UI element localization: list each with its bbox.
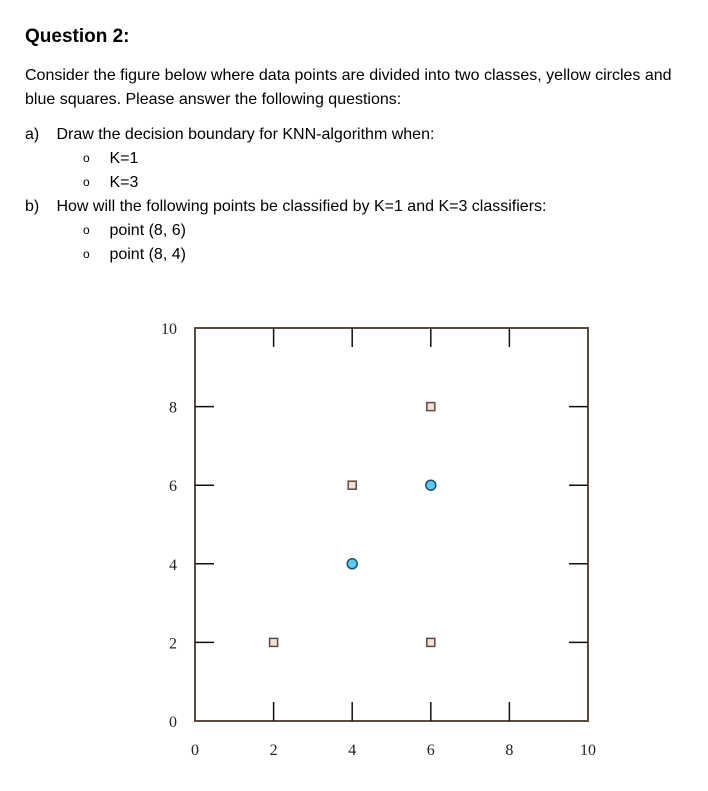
x-tick-label: 0: [191, 742, 199, 759]
item-text: point (8, 4): [109, 246, 186, 263]
y-tick-label: 6: [169, 478, 177, 496]
x-tick-label: 4: [348, 742, 357, 759]
item-text: K=3: [109, 174, 139, 191]
x-tick-label: 6: [426, 742, 435, 759]
y-tick-label: 2: [169, 635, 177, 653]
plot-frame-rect: [195, 328, 588, 721]
y-tick-label: 10: [161, 321, 177, 338]
question-title: Question 2:: [25, 26, 130, 47]
axis-tick-labels: [161, 321, 596, 759]
question-b-text: How will the following points be classified by K=1 and K=3 classifiers:: [56, 198, 547, 215]
axis-ticks: [195, 328, 588, 721]
bullet-icon: o: [83, 223, 90, 237]
y-tick-label: 0: [169, 714, 177, 731]
item-text: K=1: [109, 150, 139, 167]
data-points: [270, 403, 436, 647]
question-intro: Consider the figure below where data points are divided into two classes, yellow circles and blue squares. Please answer the following questions:: [25, 67, 672, 108]
item-text: point (8, 6): [109, 222, 186, 239]
square-point: [270, 638, 278, 646]
bullet-icon: o: [83, 175, 90, 189]
y-tick-label: 8: [169, 399, 177, 417]
bullet-icon: o: [83, 247, 90, 261]
bullet-icon: o: [83, 151, 90, 165]
circle-point: [426, 480, 436, 490]
square-point: [427, 638, 435, 646]
question-a-label: a): [25, 126, 40, 143]
circle-point: [347, 559, 357, 569]
y-tick-label: 4: [169, 556, 177, 574]
square-point: [348, 481, 356, 489]
plot-frame: [195, 328, 588, 721]
square-point: [427, 403, 435, 411]
question-a-text: Draw the decision boundary for KNN-algorithm when:: [56, 126, 435, 143]
x-tick-label: 2: [269, 742, 278, 759]
x-tick-label: 10: [580, 742, 596, 759]
x-tick-label: 8: [505, 742, 514, 759]
question-b-label: b): [25, 198, 40, 215]
